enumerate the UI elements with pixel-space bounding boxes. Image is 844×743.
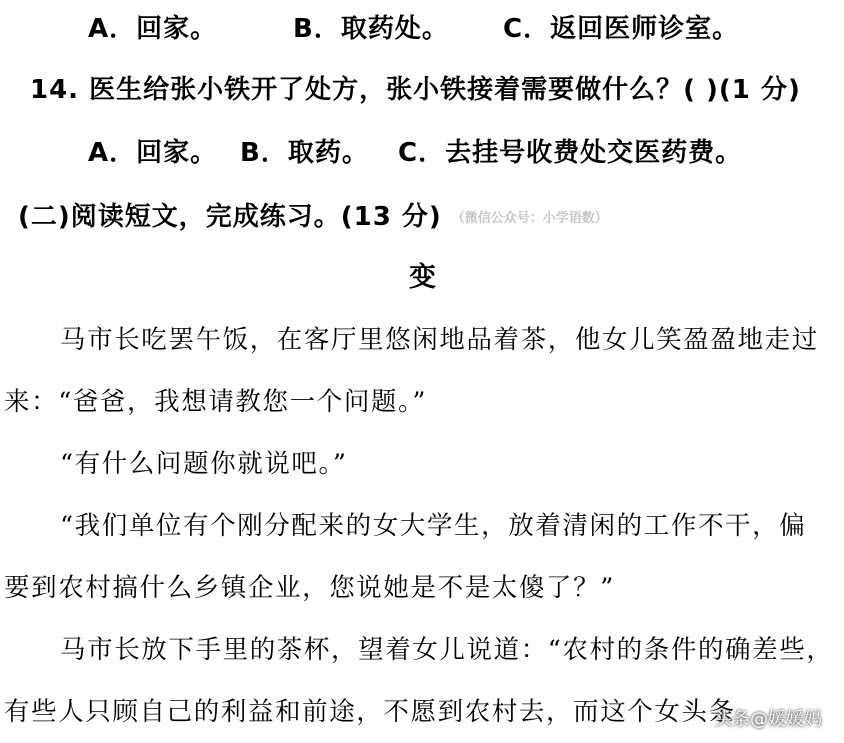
q13-option-b[interactable]: B．取药处。 <box>293 14 449 44</box>
section-heading-text: (二)阅读短文，完成练习。(13 分) <box>18 202 442 232</box>
passage-line-3: “有什么问题你就说吧。” <box>60 449 348 479</box>
passage-line-6: 马市长放下手里的茶杯，望着女儿说道：“农村的条件的确差些， <box>60 635 834 665</box>
passage-line-5: 要到农村搞什么乡镇企业，您说她是不是太傻了？” <box>4 573 615 603</box>
q14-option-b[interactable]: B．取药。 <box>240 138 369 168</box>
passage-title: 变 <box>409 262 436 293</box>
q14-option-c[interactable]: C．去挂号收费处交医药费。 <box>398 138 743 168</box>
q14-option-a[interactable]: A．回家。 <box>88 138 218 168</box>
section-heading <box>18 204 608 230</box>
passage-line-7: 有些人只顾自己的利益和前途，不愿到农村去，而这个女头条 <box>4 697 736 727</box>
q13-option-c[interactable]: C．返回医师诊室。 <box>503 14 740 44</box>
passage-line-4: “我们单位有个刚分配来的女大学生，放着清闲的工作不干，偏 <box>60 511 807 541</box>
q14-options-row <box>88 140 742 166</box>
passage-line-1: 马市长吃罢午饭，在客厅里悠闲地品着茶，他女儿笑盈盈地走过 <box>60 325 819 355</box>
wechat-source-note: （微信公众号：小学语数） <box>451 211 608 226</box>
toutiao-watermark: 头条@媛媛妈 <box>714 709 822 730</box>
passage-line-2: 来：“爸爸，我想请教您一个问题。” <box>4 387 428 417</box>
q13-options-row <box>88 16 739 42</box>
q13-option-a[interactable]: A．回家。 <box>88 14 218 44</box>
q14-question: 14. 医生给张小铁开了处方，张小铁接着需要做什么？( )(1 分) <box>30 75 801 105</box>
